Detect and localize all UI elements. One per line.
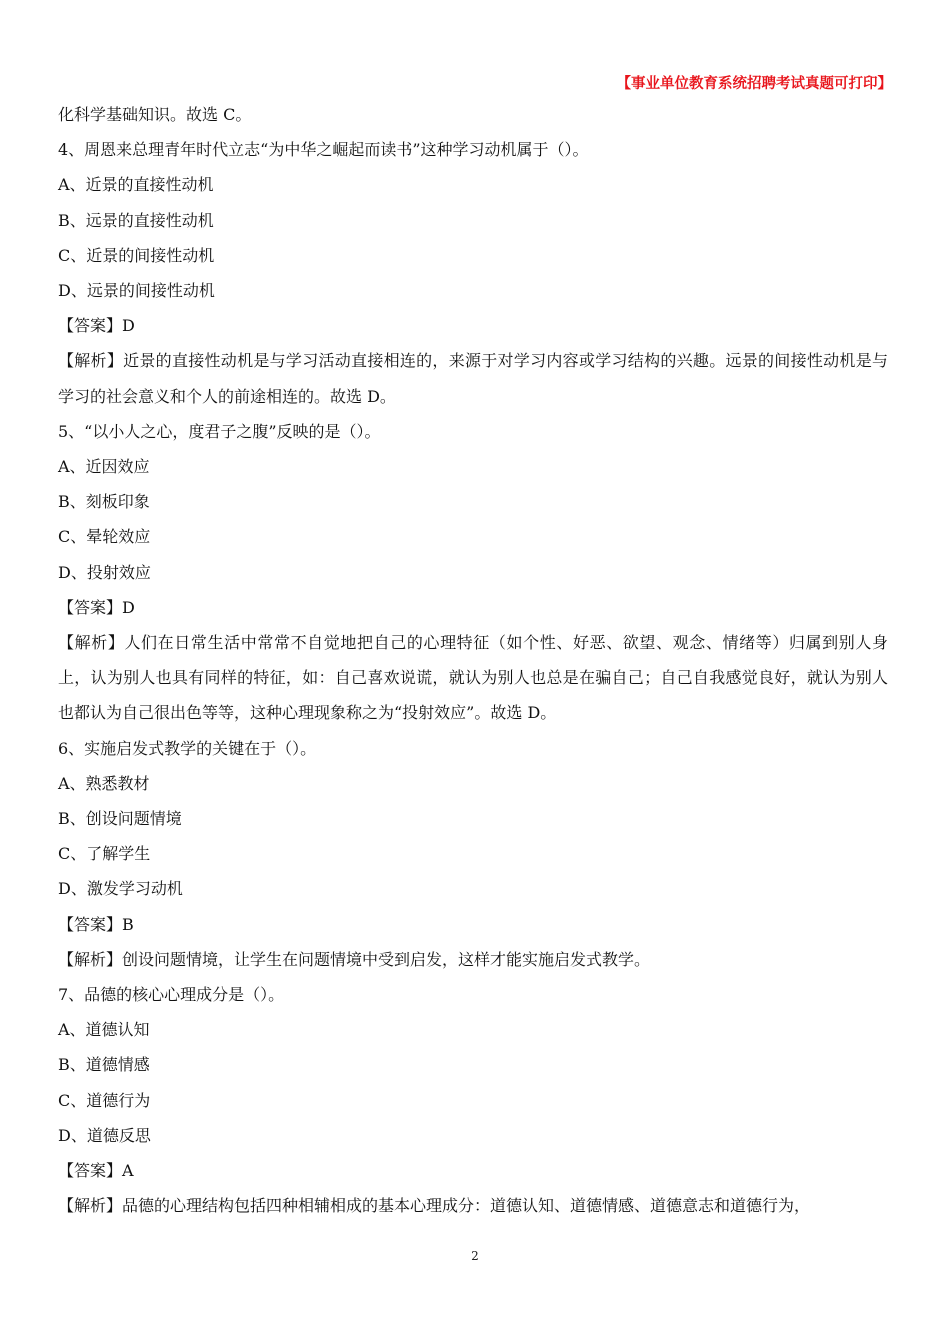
continuation-text: 化科学基础知识。故选 C。 xyxy=(58,105,252,124)
question-6-option-c: C、了解学生 xyxy=(58,844,151,864)
question-4-answer: 【答案】D xyxy=(58,316,135,336)
question-7-answer: 【答案】A xyxy=(58,1161,134,1181)
question-6-option-a: A、熟悉教材 xyxy=(58,773,150,793)
question-5-option-d: D、投射效应 xyxy=(58,562,151,582)
page-number: 2 xyxy=(471,1249,479,1263)
question-5-option-c: C、晕轮效应 xyxy=(58,527,151,547)
question-6-answer: 【答案】B xyxy=(58,914,134,934)
question-4-explanation: 【解析】近景的直接性动机是与学习活动直接相连的，来源于对学习内容或学习结构的兴趣。远景的间接性动机是与学习的社会意义和个人的前途相连的。故选 D。 xyxy=(58,351,888,406)
question-4-option-a: A、近景的直接性动机 xyxy=(58,175,214,195)
question-7-option-a: A、道德认知 xyxy=(58,1020,150,1040)
question-7: 7、品德的核心心理成分是（）。 xyxy=(58,985,285,1005)
question-4: 4、周恩来总理青年时代立志“为中华之崛起而读书”这种学习动机属于（）。 xyxy=(58,140,589,160)
question-4-option-b: B、远景的直接性动机 xyxy=(58,210,214,230)
question-5-explanation: 【解析】人们在日常生活中常常不自觉地把自己的心理特征（如个性、好恶、欲望、观念、情绪等）归属到别人身上，认为别人也具有同样的特征，如：自己喜欢说谎，就认为别人也总是在骗自己；自己自我感觉良好，就认为别人也都认为自己很出色等等，这种心理现象称之为“投射效应”。故选 D。 xyxy=(58,633,888,723)
question-6: 6、实施启发式教学的关键在于（）。 xyxy=(58,738,317,758)
document-body xyxy=(58,97,888,1224)
question-4-option-c: C、近景的间接性动机 xyxy=(58,245,215,265)
question-5: 5、“以小人之心，度君子之腹”反映的是（）。 xyxy=(58,421,381,441)
question-7-option-b: B、道德情感 xyxy=(58,1055,150,1075)
question-5-answer: 【答案】D xyxy=(58,597,135,617)
question-7-option-d: D、道德反思 xyxy=(58,1125,151,1145)
header-banner: 【事业单位教育系统招聘考试真题可打印】 xyxy=(616,76,892,92)
question-7-option-c: C、道德行为 xyxy=(58,1090,151,1110)
question-6-explanation: 【解析】创设问题情境，让学生在问题情境中受到启发，这样才能实施启发式教学。 xyxy=(58,949,651,969)
question-6-option-d: D、激发学习动机 xyxy=(58,879,183,899)
question-4-option-d: D、远景的间接性动机 xyxy=(58,281,215,301)
question-5-option-a: A、近因效应 xyxy=(58,457,150,477)
question-7-explanation: 【解析】品德的心理结构包括四种相辅相成的基本心理成分：道德认知、道德情感、道德意志和道德行为， xyxy=(58,1196,811,1216)
question-6-option-b: B、创设问题情境 xyxy=(58,809,182,829)
question-5-option-b: B、刻板印象 xyxy=(58,492,150,512)
